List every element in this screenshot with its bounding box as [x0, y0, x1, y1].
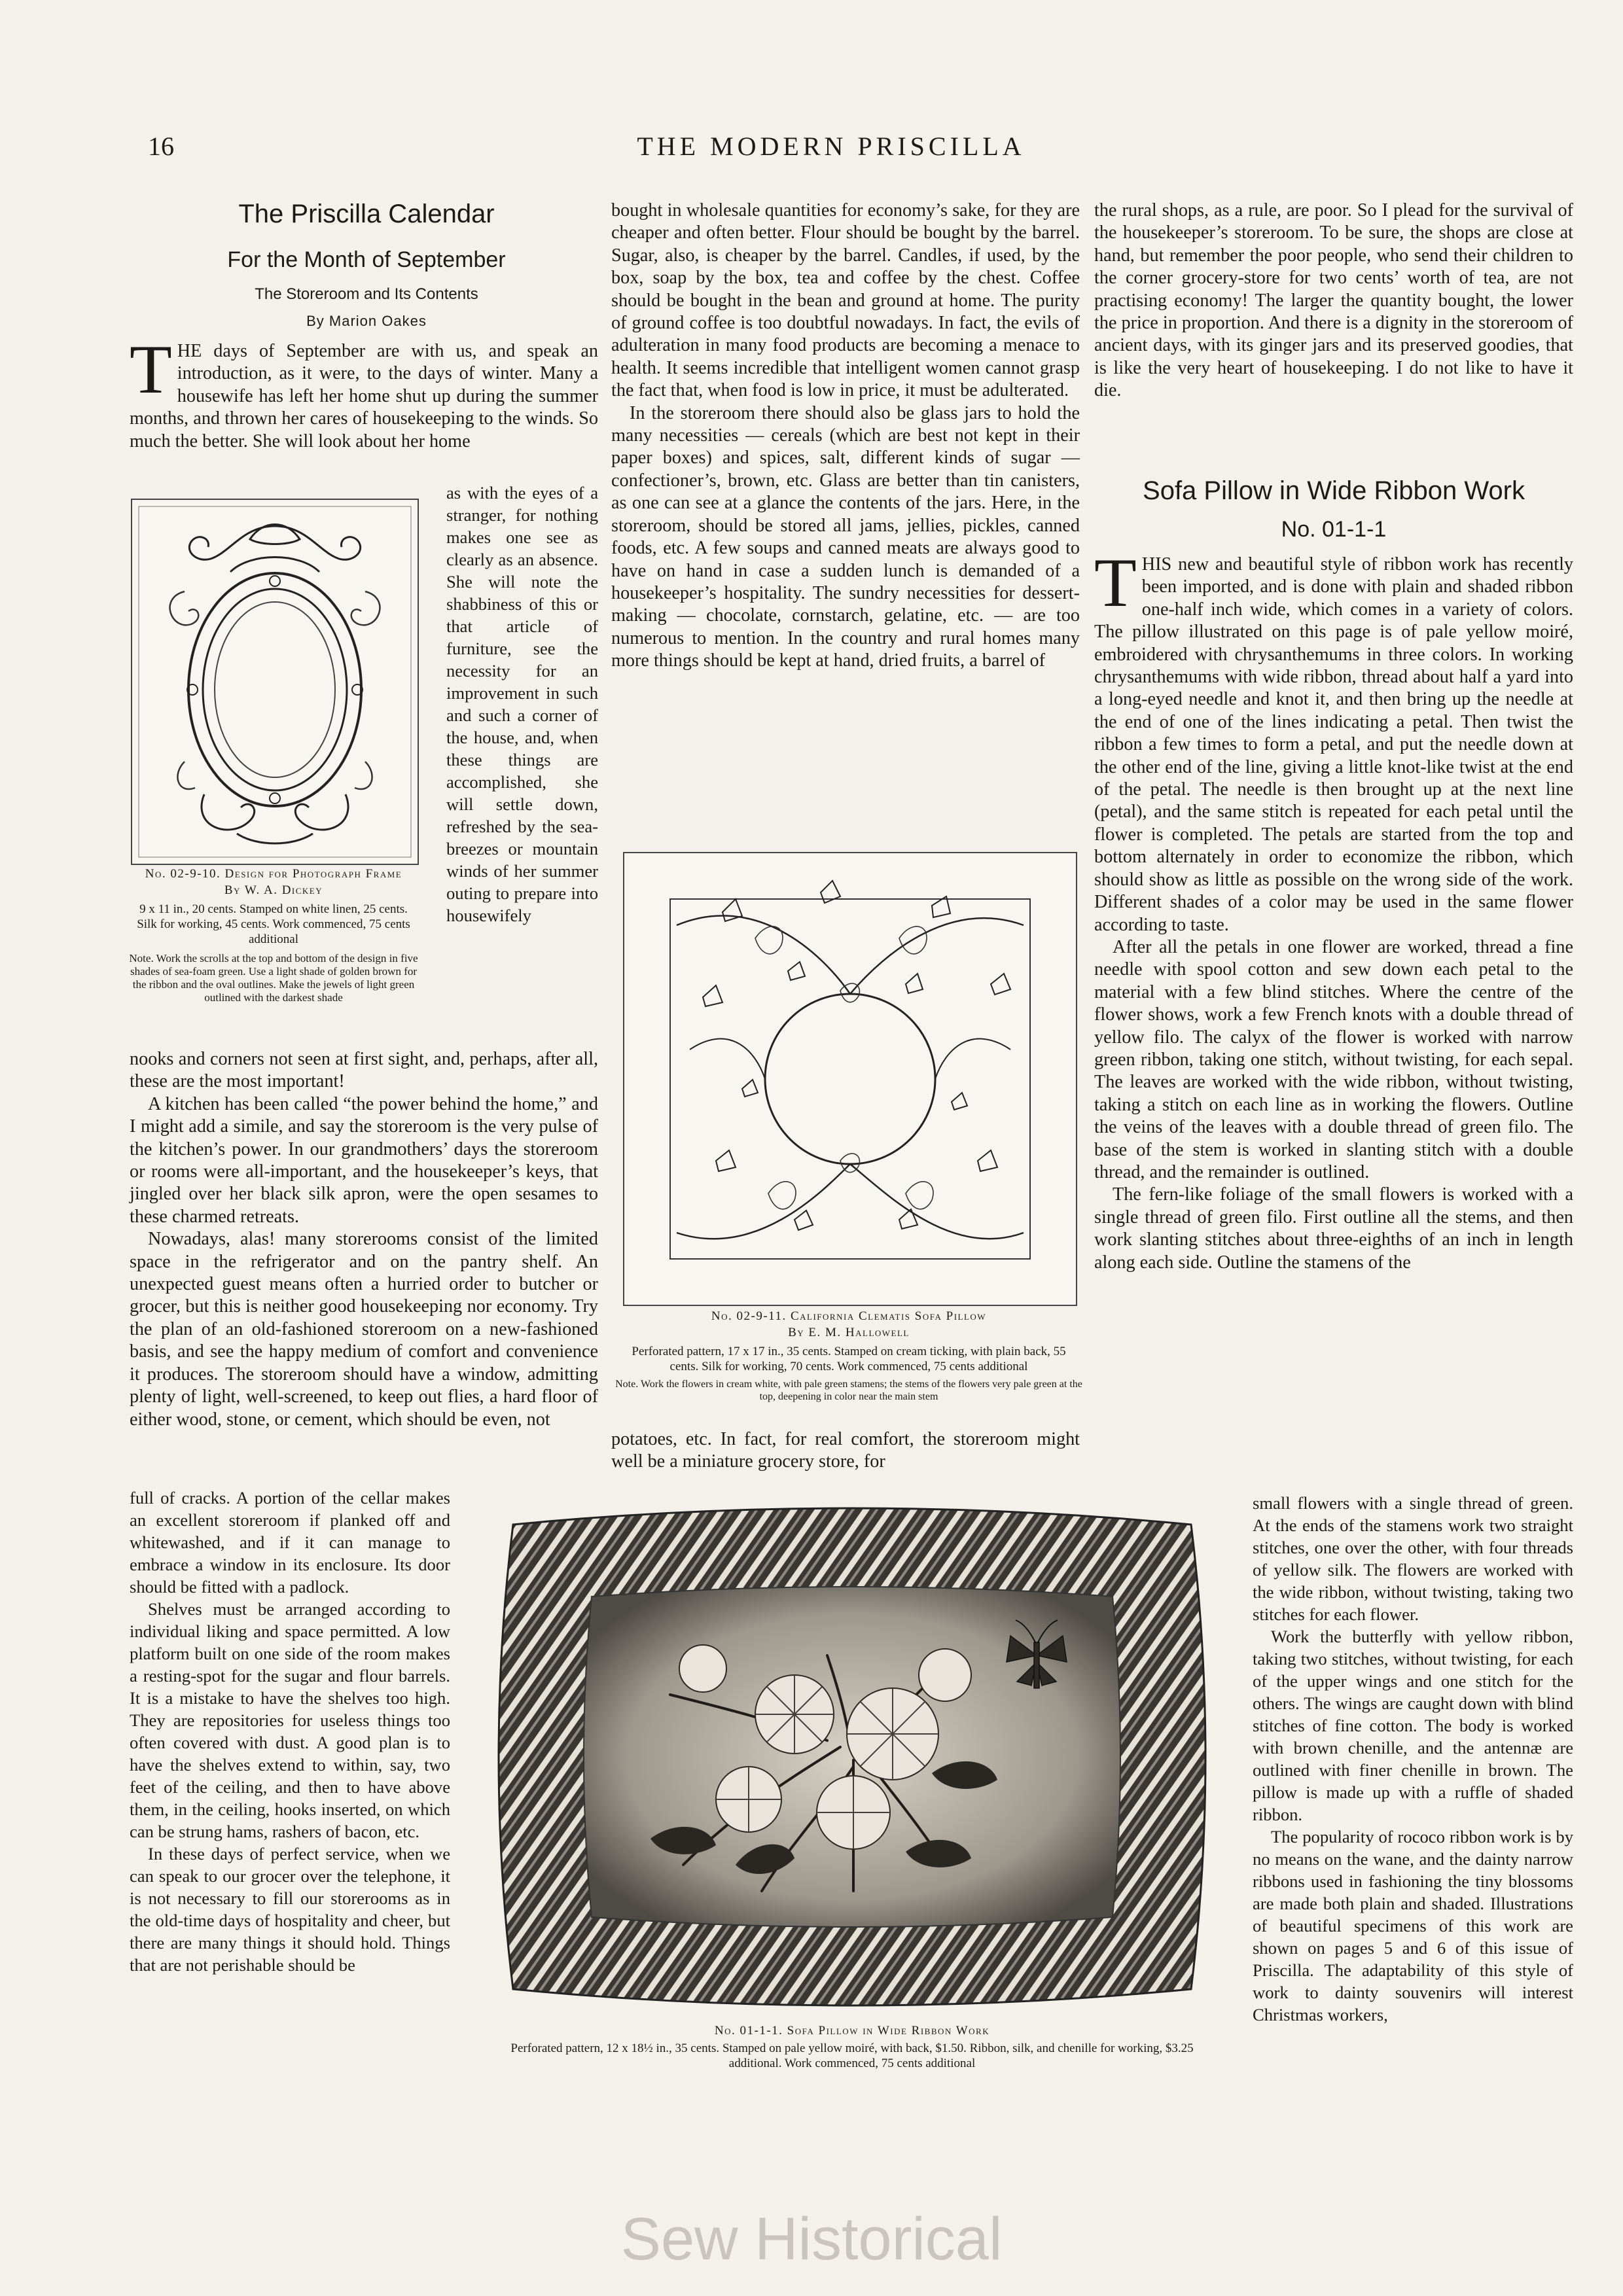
sofa-pillow-caption-details: Perforated pattern, 12 x 18½ in., 35 cents. Stamped on pale yellow moiré, with back, $1.50. Ribbon, silk, and chenille for working, $3.25 additional. Work commenced, 75 cents additional — [510, 2041, 1194, 2070]
frame-caption-note: Note. Work the scrolls at the top and bottom of the design in five shades of sea-foam green. Use a light shade of golden brown for the ribbon and the oval outlines. Make the jewels of light green outlined with the darkest shade — [129, 952, 418, 1004]
calendar-subtitle: For the Month of September — [227, 247, 506, 272]
sofa-pillow-caption-title: No. 01-1-1. Sofa Pillow in Wide Ribbon Work — [714, 2024, 990, 2038]
calendar-narrow-text: as with the eyes of a stranger, for nothing makes one see as clearly as an absence. She will note the shabbiness of this or that article of furniture, see the necessity for an improvement in such and such a corner of the house, and, when these things are accomplished, she will settle down, refreshed by the sea-breezes or mountain winds of her summer outing to prepare into housewifely — [446, 483, 598, 925]
sofa-pillow-photo — [487, 1498, 1217, 2015]
clematis-pillow-figure — [623, 852, 1077, 1306]
calendar-body-lower — [130, 1487, 450, 1976]
watermark-text: Sew Historical — [620, 2206, 1003, 2272]
sofa-pillow-body — [1094, 544, 1573, 1274]
sofa-paragraph-2: After all the petals in one flower are worked, thread a fine needle with spool cotton and sew down each petal to the material with a few blind stitches. Where the centre of the flower shows, work a few French knots with a double thread of yellow filo. The calyx of the flower is worked with narrow green ribbon, taking one stitch, without twisting, for each sepal. The leaves are worked with the wide ribbon, without twisting, taking a stitch on each line as in working the flowers. Outline the veins of the leaves with a double thread of green filo. The base of the stem is worked in slanting stitch with a double thread, and the remainder is outlined. — [1094, 936, 1573, 1182]
calendar-col3-paragraph-1: the rural shops, as a rule, are poor. So I plead for the survival of the housekeeper’s storeroom. To be sure, the shops are close at hand, but remember the poor people, who send their children to the corner grocery-store for two cents’ worth of tea, are not practising economy! The larger the quantity bought, the lower the price in proportion. And there is a dignity in the storeroom of ancient days, with its ginger jars and its preserved goodies, that is like the very heart of housekeeping. I do not like to have it die. — [1094, 200, 1573, 401]
calendar-intro-paragraph — [130, 331, 598, 453]
sofa-pillow-title: Sofa Pillow in Wide Ribbon Work — [1143, 476, 1525, 505]
sofa-dropcap: T — [1094, 544, 1137, 621]
calendar-col2-tail — [611, 1428, 1080, 1474]
sofa-paragraph-1-rest: The pillow illustrated on this page is of pale yellow moiré, embroidered with chrysanthemums in three colors. In working chrysanthemums with wide ribbon, thread about half a yard into a long-eyed needle and knot it, and then bring up the needle at the end of one of the lines indicating a petal. Then twist the ribbon a few times to form a petal, and put the needle down at the other end of the line, giving a little knot-like twist at the end of the petal. The needle is then brought up at the next line (petal), and the same stitch is repeated for each petal until the flower is completed. The petals are started from the top and bottom alternately in order to economize the ribbon, which should show as little as possible on the wrong side of the work. Different shades of a color may be used in the same flower according to taste. — [1094, 622, 1573, 935]
calendar-section-heading: The Storeroom and Its Contents — [255, 285, 478, 303]
calendar-body-col3 — [1094, 200, 1573, 402]
clematis-illustration — [624, 853, 1076, 1305]
sofa-paragraph-3: The fern-like foliage of the small flowers is worked with a single thread of green filo. First outline all the stems, and then work slanting stitches about three-eighths of an inch in length along each side. Outline the stamens of the — [1094, 1184, 1573, 1273]
calendar-col2-paragraph-2: In the storeroom there should also be glass jars to hold the many necessities — cereals (which are best not kept in their paper boxes) and spices, salt, different kinds of sugar — confectioner’s, brown, etc. Glass are better than tin canisters, as one can see at a glance the contents of the jars. Here, in the storeroom, should be stored all jams, jellies, pickles, canned foods, etc. A few soups and canned meats are always good to have on hand in case a sudden lunch is demanded of a housekeeper’s hospitality. The sundry necessities for dessert-making — chocolate, cornstarch, gelatine, etc. — are too numerous to mention. In the country and rural homes many more things should be kept at hand, dried fruits, a barrel of — [611, 402, 1080, 671]
frame-caption — [128, 866, 419, 1004]
photograph-frame-figure — [131, 499, 419, 865]
sofa-paragraph-4: Work the butterfly with yellow ribbon, taking two stitches, without twisting, for each of the upper wings and one stitch for the others. The wings are caught down with blind stitches of fine cotton. The body is worked with brown chenille, and the antennæ are outlined with finer chenille in brown. The pillow is made up with a ruffle of shaded ribbon. — [1253, 1627, 1573, 1824]
calendar-paragraph-3: Nowadays, alas! many storerooms consist of the limited space in the refrigerator and on the pantry shelf. An unexpected guest means often a hurried order to butcher or grocer, but this is neither good housekeeping nor economy. Try the plan of an old-fashioned storeroom on a new-fashioned basis, and see the happy medium of comfort and convenience it produces. The storeroom should have a window, admitting plenty of light, well-screened, to keep out flies, a hard floor of either wood, stone, or cement, which should be even, not — [130, 1229, 598, 1430]
frame-caption-details: 9 x 11 in., 20 cents. Stamped on white linen, 25 cents. Silk for working, 45 cents. Work commenced, 75 cents additional — [137, 902, 410, 946]
frame-design-illustration — [132, 500, 418, 864]
clematis-caption-details: Perforated pattern, 17 x 17 in., 35 cents. Stamped on cream ticking, with plain back, 55 cents. Silk for working, 70 cents. Work commenced, 75 cents additional — [632, 1345, 1066, 1373]
calendar-col2-paragraph-1: bought in wholesale quantities for economy’s sake, for they are cheaper and often better. Flour should be bought by the barrel. Sugar, also, is cheaper by the barrel. Candles, if used, by the box, soap by the box, tea and coffee by the chest. Coffee should be bought in the bean and ground at home. The purity of ground coffee is too doubtful nowadays. In fact, the evils of adulteration in many food products are becoming a menace to health. It seems incredible that intelligent women cannot grasp the fact that, when food is low in price, it must be adulterated. — [611, 200, 1080, 401]
clematis-caption — [615, 1309, 1082, 1403]
clematis-caption-title: No. 02-9-11. California Clematis Sofa Pillow — [711, 1309, 987, 1323]
sofa-paragraph-3-end: small flowers with a single thread of green. At the ends of the stamens work two straight stitches, one over the other, with four threads of yellow silk. The flowers are worked with the wide ribbon, without twisting, taking two stitches for each flower. — [1253, 1493, 1573, 1624]
clematis-caption-note: Note. Work the flowers in cream white, with pale green stamens; the stems of the flowers very pale green at the top, deepening in color near the main stem — [615, 1379, 1082, 1402]
calendar-title: The Priscilla Calendar — [238, 200, 495, 228]
frame-caption-byline: By W. A. Dickey — [224, 883, 323, 897]
calendar-body-col2 — [611, 200, 1080, 673]
calendar-body-col1 — [130, 1048, 598, 1431]
calendar-paragraph-4: Shelves must be arranged according to individual liking and space permitted. A low platform built on one side of the room makes a resting-spot for the sugar and flour barrels. It is a mistake to have the shelves too high. They are repositories for useless things too often covered with dust. A good plan is to have the shelves extend to within, say, two feet of the ceiling, and then to have above them, in the ceiling, hooks inserted, on which can be strung hams, rashers of bacon, etc. — [130, 1599, 450, 1841]
calendar-paragraph-5: In these days of perfect service, when we can speak to our grocer over the telephone, it is not necessary to fill our storerooms as in the old-time days of hospitality and cheer, but there are many things it should hold. Things that are not perishable should be — [130, 1844, 450, 1975]
sofa-pillow-body-lower — [1253, 1492, 1573, 2026]
sofa-pillow-number: No. 01-1-1 — [1281, 517, 1387, 542]
frame-caption-title: No. 02-9-10. Design for Photograph Frame — [145, 867, 402, 881]
sofa-pillow-caption — [484, 2023, 1220, 2071]
sofa-paragraph-5: The popularity of rococo ribbon work is by no means on the wane, and the dainty narrow ribbons used in fashioning the tiny blossoms are made both plain and shaded. Illustrations of beautiful specimens of this work are shown on pages 5 and 6 of this issue of Priscilla. The adaptability of this style of work to dainty souvenirs will interest Christmas workers, — [1253, 1827, 1573, 2024]
clematis-caption-byline: By E. M. Hallowell — [788, 1326, 910, 1339]
calendar-dropcap: T — [130, 331, 172, 408]
calendar-paragraph-1-end: nooks and corners not seen at first sight, and, perhaps, after all, these are the most important! — [130, 1049, 598, 1092]
calendar-col2-paragraph-3: potatoes, etc. In fact, for real comfort, the storeroom might well be a miniature grocery store, for — [611, 1429, 1080, 1472]
journal-title: THE MODERN PRISCILLA — [637, 132, 1026, 161]
calendar-intro-text: HE days of September are with us, and speak an introduction, as it were, to the days of winter. Many a housewife has left her home shut up during the summer months, and — [130, 341, 598, 429]
calendar-paragraph-3-end: full of cracks. A portion of the cellar makes an excellent storeroom if planked off and whitewashed, and if it can manage to embrace a window in its enclosure. Its door should be fitted with a padlock. — [130, 1488, 450, 1597]
ribbon-pillow-image — [487, 1498, 1217, 2015]
page-number: 16 — [148, 132, 174, 161]
calendar-intro-full: thrown her cares of housekeeping to the winds. So much the better. She will look about her home — [130, 408, 598, 451]
sofa-paragraph-1 — [1094, 544, 1573, 936]
running-head — [118, 131, 1544, 170]
calendar-byline: By Marion Oakes — [306, 313, 427, 329]
calendar-paragraph-2: A kitchen has been called “the power behind the home,” and I might add a simile, and say the storeroom is the very pulse of the kitchen’s power. In our grandmothers’ days the storeroom or rooms were all-important, and the housekeeper’s keys, that jingled over her black silk apron, were the open sesames to these charmed retreats. — [130, 1093, 598, 1227]
sofa-intro-text: HIS new and beautiful style of ribbon work has recently been imported, and is done with plain and shaded ribbon one-half inch wide, which comes in a variety of colors. — [1141, 554, 1573, 620]
